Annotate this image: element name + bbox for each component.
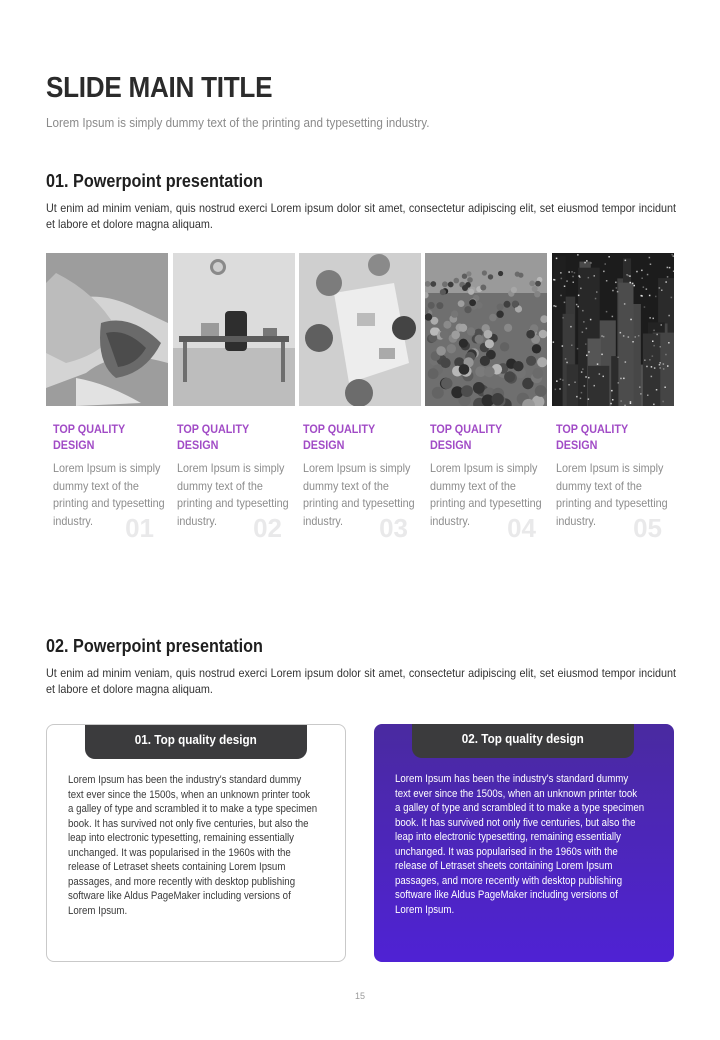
card-1-text: Lorem Ipsum has been the industry's standard dummy text ever since the 1500s, when an unknown printer took a galley of type and scrambled it to make a type specimen book. It has survived not only five centuries, but also the leap into electronic typesetting, remaining essentially unchanged. It was popularised in the 1960s with the release of Letraset sheets containing Lorem Ipsum passages, and more recently with desktop publishing software like Aldus PageMaker including versions of Lorem Ipsum. [68,774,318,917]
city-night-photo [552,253,674,406]
feature-title-2: TOP QUALITY DESIGN [177,422,250,452]
hands-stacked-photo [46,253,168,406]
feature-title-1: TOP QUALITY DESIGN [53,422,126,452]
card-1 [46,724,346,962]
feature-text-2: Lorem Ipsum is simply dummy text of the printing and typesetting industry. [177,461,289,528]
section1-body: Ut enim ad minim veniam, quis nostrud exerci Lorem ipsum dolor sit amet, consectetur adipiscing elit, set eiusmod tempor incidunt et labore et dolore magna aliquam. [46,201,676,231]
feature-text-3: Lorem Ipsum is simply dummy text of the printing and typesetting industry. [303,461,415,528]
card-1-tab [85,725,307,759]
feature-text-4: Lorem Ipsum is simply dummy text of the printing and typesetting industry. [430,461,542,528]
feature-number-1: 01 [125,513,154,543]
office-chair-photo [173,253,295,406]
slide-subtitle: Lorem Ipsum is simply dummy text of the printing and typesetting industry. [46,115,430,130]
card-2 [374,724,674,962]
card-1-title: 01. Top quality design [134,732,258,747]
slide-title: SLIDE MAIN TITLE [46,72,273,104]
section2-body: Ut enim ad minim veniam, quis nostrud exerci Lorem ipsum dolor sit amet, consectetur adipiscing elit, set eiusmod tempor incidunt et labore et dolore magna aliquam. [46,666,676,696]
page-number: 15 [354,991,365,1001]
card-2-text: Lorem Ipsum has been the industry's standard dummy text ever since the 1500s, when an unknown printer took a galley of type and scrambled it to make a type specimen book. It has survived not only five centuries, but also the leap into electronic typesetting, remaining essentially unchanged. It was popularised in the 1960s with the release of Letraset sheets containing Lorem Ipsum passages, and more recently with desktop publishing software like Aldus PageMaker including versions of Lorem Ipsum. [395,773,645,916]
section1-heading: 01. Powerpoint presentation [46,171,263,191]
feature-title-4: TOP QUALITY DESIGN [430,422,503,452]
feature-text-1: Lorem Ipsum is simply dummy text of the printing and typesetting industry. [53,461,165,528]
meeting-table-photo [299,253,421,406]
feature-title-3: TOP QUALITY DESIGN [303,422,376,452]
feature-number-2: 02 [253,513,282,543]
feature-number-4: 04 [507,513,536,543]
card-2-title: 02. Top quality design [461,731,585,746]
feature-title-5: TOP QUALITY DESIGN [556,422,629,452]
crowd-photo [425,253,547,406]
feature-number-3: 03 [379,513,408,543]
feature-text-5: Lorem Ipsum is simply dummy text of the printing and typesetting industry. [556,461,668,528]
section2-heading: 02. Powerpoint presentation [46,636,263,656]
card-2-tab [412,724,634,758]
feature-number-5: 05 [633,513,662,543]
